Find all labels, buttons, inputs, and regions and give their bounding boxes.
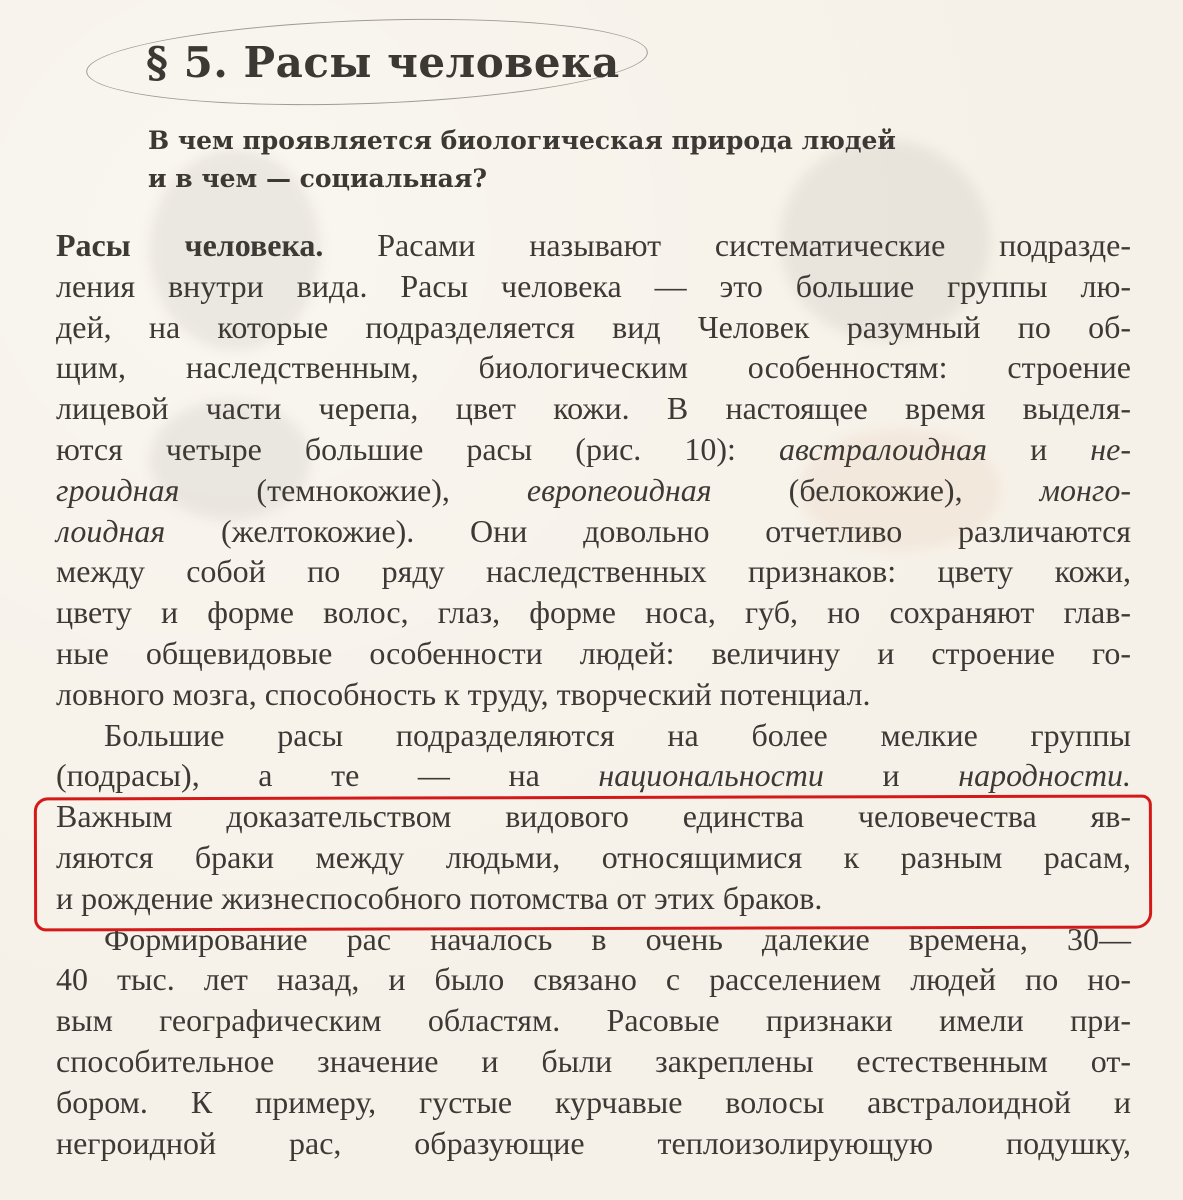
text-line [56,470,1131,511]
text-fragment: (желтокожие). Они довольно отчетливо различаются [221,512,1132,549]
text-line [56,755,1131,796]
section-question [148,122,896,198]
text-line: вым географическим областям. Расовые признаки имели при- [56,1002,1131,1039]
text-line: 40 тыс. лет назад, и было связано с расселением людей по но- [56,961,1131,998]
body-text [56,225,1131,1163]
text-fragment: Расами называют систематические подразде- [377,227,1132,263]
section-title: § 5. Расы человека [146,38,620,87]
text-line: ления внутри вида. Расы человека — это большие группы лю- [56,267,1131,304]
paragraph-heading: Расы человека. [56,227,324,263]
text-line: цвету и форме волос, глаз, форме носа, губ, но сохраняют глав- [56,594,1131,631]
text-line: ные общевидовые особенности людей: величину и строение го- [56,634,1131,671]
italic-term: народности. [958,757,1132,794]
italic-term: лоидная [56,512,166,549]
question-line: и в чем — социальная? [148,164,487,193]
text-fragment: и [882,757,900,794]
text-line: дей, на которые подразделяется вид Человек разумный по об- [56,308,1131,345]
text-line: щим, наследственным, биологическим особенностям: строение [56,349,1131,386]
question-line: В чем проявляется биологическая природа людей [148,126,896,155]
highlighted-text-line: ляются браки между людьми, относящимися к разным расам, [56,838,1131,875]
text-fragment: ются четыре большие расы (рис. 10): [56,430,736,467]
text-line: Формирование рас началось в очень далекие времена, 30— [104,920,1131,957]
text-fragment: (темнокожие), [256,471,450,508]
text-fragment: (белокожие), [788,471,963,508]
text-line: ловного мозга, способность к труду, творческий потенциал. [56,675,871,712]
text-line [56,511,1131,552]
text-line: лицевой части черепа, цвет кожи. В настоящее время выделя- [56,390,1131,427]
highlighted-text-line: и рождение жизнеспособного потомства от этих браков. [56,879,823,916]
italic-term: национальности [598,757,824,794]
italic-term: гроидная [56,471,180,508]
text-line: негроидной рас, образующие теплоизолирующую подушку, [56,1124,1131,1161]
italic-term: европеоидная [526,471,712,508]
italic-term: не- [1090,430,1132,467]
text-line: способительное значение и были закреплены естественным от- [56,1042,1131,1079]
highlighted-text-line: Важным доказательством видового единства человечества яв- [56,798,1131,835]
italic-term: австралоидная [778,430,988,467]
text-line: Большие расы подразделяются на более мелкие группы [104,716,1131,753]
text-line: между собой по ряду наследственных признаков: цвету кожи, [56,553,1131,590]
text-fragment: (подрасы), а те — на [56,757,540,794]
text-line [56,225,1131,266]
italic-term: монго- [1039,471,1132,508]
text-line [56,429,1131,470]
text-line: бором. К примеру, густые курчавые волосы австралоидной и [56,1083,1131,1120]
text-fragment: и [1030,430,1048,467]
